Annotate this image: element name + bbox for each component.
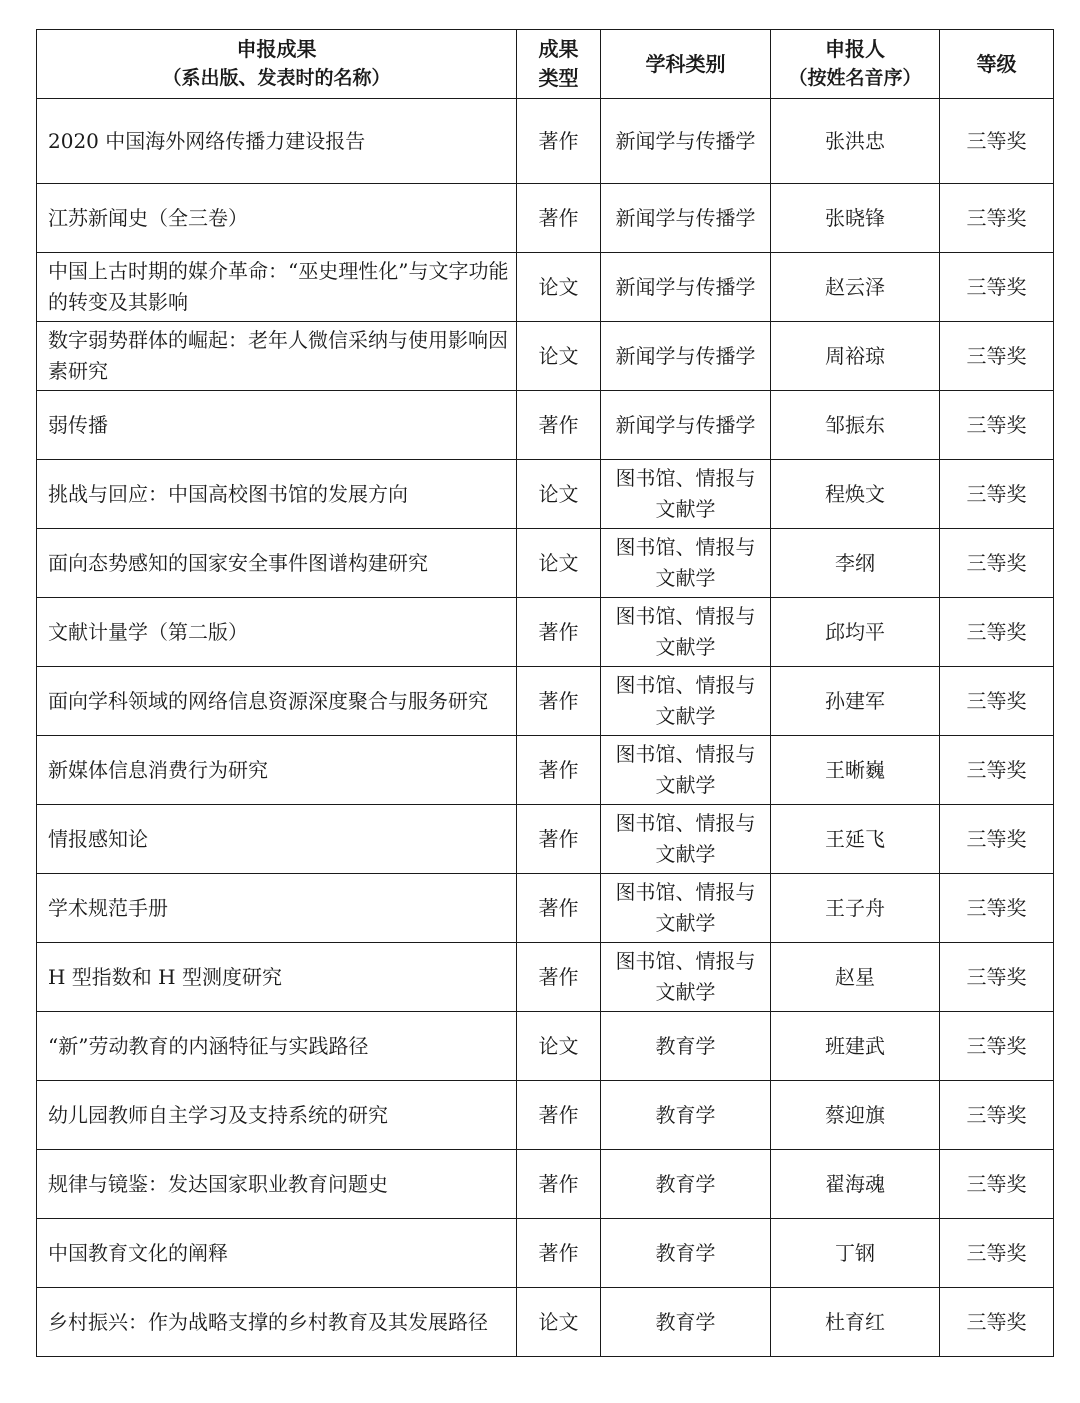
cell-subject: 教育学: [601, 1150, 771, 1219]
cell-title: 情报感知论: [37, 805, 517, 874]
cell-applicant: 赵云泽: [771, 253, 940, 322]
cell-applicant: 王子舟: [771, 874, 940, 943]
cell-applicant: 李纲: [771, 529, 940, 598]
awards-table: [36, 29, 1054, 1357]
table-row: [37, 874, 1054, 943]
cell-subject: 教育学: [601, 1081, 771, 1150]
cell-type: 著作: [517, 391, 601, 460]
cell-subject: 图书馆、情报与文献学: [601, 598, 771, 667]
cell-subject: 新闻学与传播学: [601, 391, 771, 460]
header-applicant: [771, 30, 940, 99]
cell-type: 著作: [517, 598, 601, 667]
cell-applicant: 孙建军: [771, 667, 940, 736]
table-row: [37, 1288, 1054, 1357]
table-row: [37, 460, 1054, 529]
cell-level: 三等奖: [940, 529, 1054, 598]
cell-level: 三等奖: [940, 460, 1054, 529]
cell-title: 文献计量学（第二版）: [37, 598, 517, 667]
cell-title: 新媒体信息消费行为研究: [37, 736, 517, 805]
cell-applicant: 王延飞: [771, 805, 940, 874]
cell-subject: 图书馆、情报与文献学: [601, 943, 771, 1012]
cell-subject: 新闻学与传播学: [601, 184, 771, 253]
table-row: [37, 1012, 1054, 1081]
cell-title: 幼儿园教师自主学习及支持系统的研究: [37, 1081, 517, 1150]
cell-level: 三等奖: [940, 391, 1054, 460]
table-row: [37, 1081, 1054, 1150]
cell-type: 论文: [517, 460, 601, 529]
cell-type: 著作: [517, 99, 601, 184]
table-row: [37, 322, 1054, 391]
table-row: [37, 1219, 1054, 1288]
cell-type: 著作: [517, 805, 601, 874]
cell-level: 三等奖: [940, 1081, 1054, 1150]
cell-applicant: 周裕琼: [771, 322, 940, 391]
cell-level: 三等奖: [940, 1288, 1054, 1357]
cell-level: 三等奖: [940, 805, 1054, 874]
cell-title: “新”劳动教育的内涵特征与实践路径: [37, 1012, 517, 1081]
cell-title: 江苏新闻史（全三卷）: [37, 184, 517, 253]
cell-level: 三等奖: [940, 1012, 1054, 1081]
cell-subject: 图书馆、情报与文献学: [601, 874, 771, 943]
table-row: [37, 805, 1054, 874]
header-applicant-main: 申报人: [825, 37, 885, 61]
cell-level: 三等奖: [940, 99, 1054, 184]
header-type-line1: 成果: [538, 37, 579, 61]
cell-type: 论文: [517, 322, 601, 391]
table-row: [37, 667, 1054, 736]
table-row: [37, 598, 1054, 667]
cell-title: 中国上古时期的媒介革命：“巫史理性化”与文字功能的转变及其影响: [37, 253, 517, 322]
cell-type: 著作: [517, 943, 601, 1012]
cell-level: 三等奖: [940, 874, 1054, 943]
cell-applicant: 翟海魂: [771, 1150, 940, 1219]
table-row: [37, 184, 1054, 253]
cell-level: 三等奖: [940, 598, 1054, 667]
cell-applicant: 邹振东: [771, 391, 940, 460]
cell-title: 数字弱势群体的崛起：老年人微信采纳与使用影响因素研究: [37, 322, 517, 391]
cell-applicant: 蔡迎旗: [771, 1081, 940, 1150]
cell-level: 三等奖: [940, 1150, 1054, 1219]
cell-title: 乡村振兴：作为战略支撑的乡村教育及其发展路径: [37, 1288, 517, 1357]
cell-subject: 图书馆、情报与文献学: [601, 529, 771, 598]
header-type-line2: 类型: [538, 66, 579, 90]
cell-level: 三等奖: [940, 943, 1054, 1012]
header-row: [37, 30, 1054, 99]
cell-title: 中国教育文化的阐释: [37, 1219, 517, 1288]
cell-level: 三等奖: [940, 184, 1054, 253]
cell-type: 论文: [517, 529, 601, 598]
cell-level: 三等奖: [940, 322, 1054, 391]
cell-applicant: 赵星: [771, 943, 940, 1012]
cell-level: 三等奖: [940, 736, 1054, 805]
cell-subject: 新闻学与传播学: [601, 322, 771, 391]
cell-type: 著作: [517, 736, 601, 805]
cell-title: 面向态势感知的国家安全事件图谱构建研究: [37, 529, 517, 598]
table-row: [37, 943, 1054, 1012]
cell-subject: 图书馆、情报与文献学: [601, 667, 771, 736]
cell-type: 论文: [517, 1012, 601, 1081]
cell-level: 三等奖: [940, 253, 1054, 322]
cell-applicant: 张洪忠: [771, 99, 940, 184]
cell-subject: 教育学: [601, 1012, 771, 1081]
header-type: [517, 30, 601, 99]
cell-type: 著作: [517, 874, 601, 943]
cell-type: 论文: [517, 1288, 601, 1357]
cell-type: 著作: [517, 1081, 601, 1150]
table-row: [37, 391, 1054, 460]
header-title-sub: （系出版、发表时的名称）: [162, 67, 391, 89]
cell-level: 三等奖: [940, 667, 1054, 736]
cell-title: 弱传播: [37, 391, 517, 460]
header-subject: 学科类别: [601, 30, 771, 99]
cell-type: 著作: [517, 184, 601, 253]
cell-title: H 型指数和 H 型测度研究: [37, 943, 517, 1012]
cell-subject: 教育学: [601, 1288, 771, 1357]
table-row: [37, 736, 1054, 805]
cell-applicant: 王晰巍: [771, 736, 940, 805]
cell-subject: 新闻学与传播学: [601, 99, 771, 184]
cell-applicant: 班建武: [771, 1012, 940, 1081]
cell-title: 面向学科领域的网络信息资源深度聚合与服务研究: [37, 667, 517, 736]
table-row: [37, 529, 1054, 598]
header-level: 等级: [940, 30, 1054, 99]
cell-applicant: 邱均平: [771, 598, 940, 667]
cell-subject: 图书馆、情报与文献学: [601, 805, 771, 874]
cell-title: 2020 中国海外网络传播力建设报告: [37, 99, 517, 184]
cell-applicant: 程焕文: [771, 460, 940, 529]
cell-subject: 新闻学与传播学: [601, 253, 771, 322]
cell-title: 挑战与回应：中国高校图书馆的发展方向: [37, 460, 517, 529]
cell-title: 规律与镜鉴：发达国家职业教育问题史: [37, 1150, 517, 1219]
table-row: [37, 99, 1054, 184]
header-title-main: 申报成果: [236, 37, 317, 61]
cell-type: 著作: [517, 667, 601, 736]
cell-title: 学术规范手册: [37, 874, 517, 943]
table-row: [37, 1150, 1054, 1219]
header-applicant-sub: （按姓名音序）: [788, 67, 922, 89]
cell-subject: 图书馆、情报与文献学: [601, 460, 771, 529]
cell-applicant: 杜育红: [771, 1288, 940, 1357]
cell-type: 论文: [517, 253, 601, 322]
table-row: [37, 253, 1054, 322]
cell-level: 三等奖: [940, 1219, 1054, 1288]
header-title: [37, 30, 517, 99]
cell-subject: 图书馆、情报与文献学: [601, 736, 771, 805]
cell-subject: 教育学: [601, 1219, 771, 1288]
cell-applicant: 丁钢: [771, 1219, 940, 1288]
cell-type: 著作: [517, 1150, 601, 1219]
cell-type: 著作: [517, 1219, 601, 1288]
cell-applicant: 张晓锋: [771, 184, 940, 253]
